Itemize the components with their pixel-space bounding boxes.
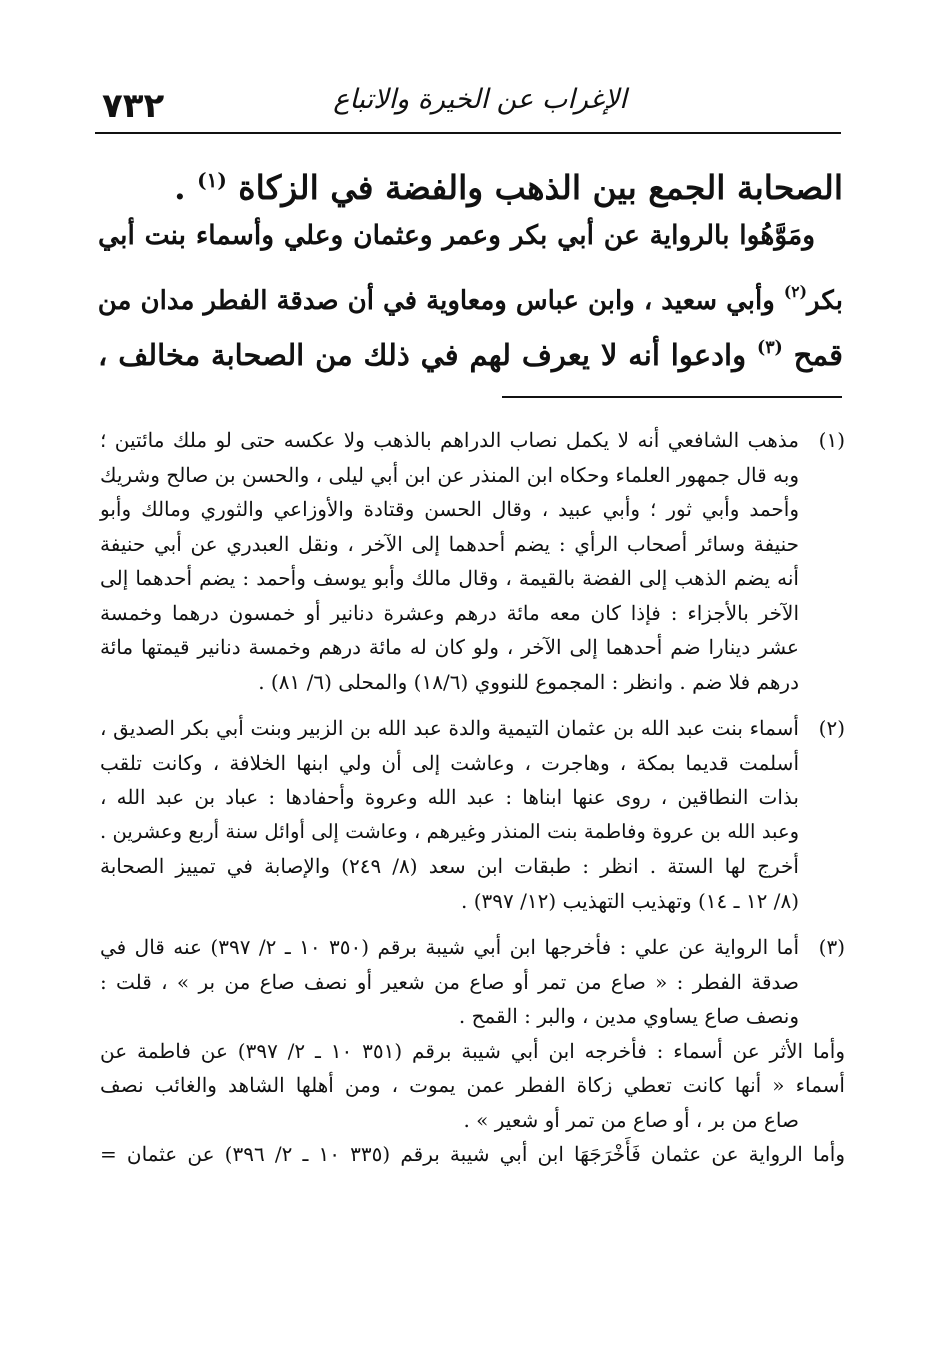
main-line: [98, 208, 843, 264]
footnote-line: عشر دينارا ضم أحدهما إلى الآخر ، ولو كان له مائة درهم وخمسة دنانير قيمتها مائة: [100, 635, 799, 659]
footnote-line: مذهب الشافعي أنه لا يكمل نصاب الدراهم بالذهب ولا عكسه حتى لو ملك مائتين ؛: [100, 428, 799, 452]
main-paragraph-2: [98, 208, 843, 376]
footnote-number: (٢): [818, 716, 845, 740]
footnote-ref[interactable]: (١): [197, 168, 227, 192]
main-line: [98, 320, 843, 376]
footnote-body: [100, 423, 799, 699]
running-title-text: الإغراب عن الخيرة والاتباع: [333, 84, 627, 115]
main-line-text: قمح: [793, 338, 843, 372]
footnote-line: أنه يضم الذهب إلى الفضة بالقيمة ، وقال مالك وأبو يوسف وأحمد : يضم أحدهما إلى: [100, 566, 799, 590]
main-line-tail: وادعوا أنه لا يعرف لهم في ذلك من الصحابة مخالف ،: [98, 338, 757, 372]
footnote-number: (١): [818, 428, 845, 452]
footnote-line: أما الرواية عن علي : فأخرجها ابن أبي شيبة برقم (٣٥٠ ١٠ ـ ٢/ ٣٩٧) عنه قال في: [100, 935, 799, 959]
running-title: [330, 78, 630, 124]
footnote-line: أسماء بنت عبد الله بن عثمان التيمية والدة عبد الله بن الزبير وبنت أبي بكر الصديق ،: [100, 716, 799, 740]
footnote-line: أخرج لها الستة . انظر : طبقات ابن سعد (٨/ ٢٤٩) والإصابة في تمييز الصحابة: [100, 854, 799, 878]
footnote-continuation: [100, 1034, 845, 1172]
footnote-3: [100, 930, 845, 1172]
header-rule: [95, 132, 841, 134]
footnote-line: ونصف صاع يساوي مدين ، والبر : القمح .: [458, 1004, 799, 1028]
main-line-tail: وأبي سعيد ، وابن عباس ومعاوية في أن صدقة الفطر مدان من: [97, 286, 784, 316]
footnote-line: أسماء « أنها كانت تعطي زكاة الفطر عمن يموت ، ومن أهلها الشاهد والغائب نصف: [100, 1073, 845, 1097]
footnote-line: حنيفة وسائر أصحاب الرأي : يضم أحدهما إلى الآخر ، ونقل العبدري عن أبي حنيفة: [100, 531, 799, 556]
footnote-body: [100, 711, 799, 918]
footnote-number: (٣): [818, 935, 845, 959]
footnote-line: صاع من بر ، أو صاع من تمر أو شعير » .: [463, 1107, 799, 1132]
footnote-line: وبه قال جمهور العلماء وحكاه ابن المنذر عن ابن أبي ليلى ، والحسن بن صالح وشريك: [100, 462, 799, 487]
footnote-line: أسلمت قديما بمكة ، وهاجرت ، وعاشت إلى أن ولي ابنها الخلافة ، وكانت تلقب: [100, 750, 799, 775]
main-line: [98, 152, 843, 208]
main-line: [98, 264, 843, 320]
footnote-line: وأما الرواية عن عثمان فَأَخْرَجَهَا ابن أبي شيبة برقم (٣٣٥ ١٠ ـ ٢/ ٣٩٦) عن عثمان =: [100, 1142, 846, 1166]
page-number: ٧٣٢: [102, 86, 165, 126]
main-line-text: الصحابة الجمع بين الذهب والفضة في الزكاة: [238, 168, 843, 207]
footnote-line: الآخر بالأجزاء : فإذا كان معه مائة درهم وعشرة دنانير أو خمسون درهما وخمسة: [100, 600, 799, 625]
footnote-line: وعبد الله بن عروة وفاطمة بنت المنذر وغيرهم ، وعاشت إلى أوائل سنة أربع وعشرين .: [100, 819, 799, 843]
footnote-2: [100, 711, 845, 918]
footnote-line: وأما الأثر عن أسماء : فأخرجه ابن أبي شيبة برقم (٣٥١ ١٠ ـ ٢/ ٣٩٧) عن فاطمة عن: [100, 1038, 845, 1063]
footnote-body: [100, 930, 799, 1034]
footnote-ref[interactable]: (٢): [783, 282, 808, 301]
main-line-tail: .: [174, 168, 198, 207]
footnotes: [100, 423, 845, 1184]
footnote-separator: [502, 396, 842, 398]
footnote-ref[interactable]: (٣): [756, 338, 783, 358]
footnote-line: وأحمد وأبي ثور ؛ وأبي عبيد ، وقال الحسن وقتادة والأوزاعي والثوري ومالك وأبو: [100, 497, 799, 521]
footnote-line: درهم فلا ضم . وانظر : المجموع للنووي (١٨/٦) والمحلى (٦/ ٨١) .: [258, 669, 799, 694]
footnote-1: [100, 423, 845, 699]
footnote-line: صدقة الفطر : « صاع من تمر أو صاع من شعير أو نصف صاع من بر » ، قلت :: [100, 969, 799, 994]
main-line-text: بكر: [807, 286, 843, 316]
main-line-text: ومَوَّهُوا بالرواية عن أبي بكر وعمر وعثمان وعلي وأسماء بنت أبي: [98, 220, 815, 251]
main-paragraph-1: [98, 152, 843, 208]
main-text: [98, 152, 843, 376]
footnote-line: (٨/ ١٢ ـ ١٤) وتهذيب التهذيب (١٢/ ٣٩٧) .: [460, 888, 799, 913]
footnote-line: بذات النطاقين ، روى عنها ابناها : عبد الله وعروة وأحفادها : عباد بن عبد الله ،: [100, 785, 799, 809]
